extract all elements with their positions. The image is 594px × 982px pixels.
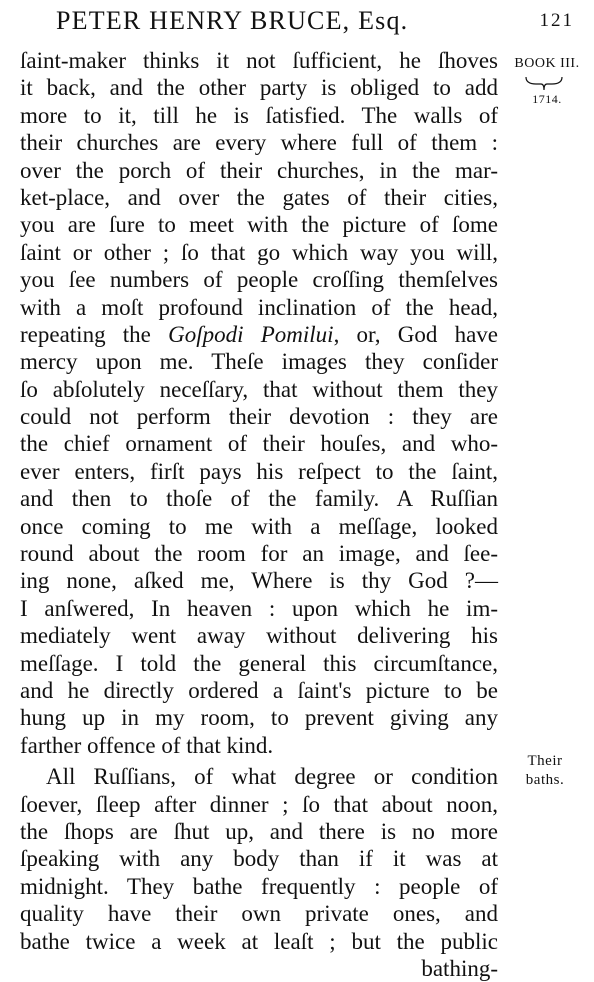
text-line: ſaint or other ; ſo that go which way you will, xyxy=(20,239,498,265)
text-line: over the porch of their churches, in the mar- xyxy=(20,157,498,183)
text-line: meſſage. I told the general this circumſtance, xyxy=(20,650,498,676)
text-line: you ſee numbers of people croſſing themſelves xyxy=(20,267,498,293)
text-line: once coming to me with a meſſage, looked xyxy=(20,513,498,539)
text-line: bathe twice a week at leaſt ; but the public xyxy=(20,928,498,954)
page-number: 121 xyxy=(539,10,574,31)
body-text xyxy=(20,47,498,982)
text-line: farther offence of that kind. xyxy=(20,732,274,758)
text-line: mercy upon me. Theſe images they conſider xyxy=(20,349,498,375)
text-line-with-italic xyxy=(20,321,498,348)
text-line: and he directly ordered a ſaint's picture to be xyxy=(20,677,498,703)
margin-year: 1714. xyxy=(532,92,562,106)
text-line: the ſhops are ſhut up, and there is no more xyxy=(20,818,498,844)
text-line: mediately went away without delivering his xyxy=(20,623,498,649)
text-line: ket-place, and over the gates of their cities, xyxy=(20,184,498,210)
text-segment: , or, God have xyxy=(333,321,498,347)
text-line: and then to thoſe of the family. A Ruſſian xyxy=(20,486,498,512)
text-line: ſoever, ſleep after dinner ; ſo that about noon, xyxy=(20,791,498,817)
text-line: ſaint-maker thinks it not ſufficient, he ſhoves xyxy=(20,48,498,73)
text-line: their churches are every where full of them : xyxy=(20,130,498,156)
text-line: could not perform their devotion : they are xyxy=(20,404,498,430)
text-line: midnight. They bathe frequently : people of xyxy=(20,873,498,899)
margin-topic-line: Their xyxy=(527,753,563,769)
text-line: ſpeaking with any body than if it was at xyxy=(20,846,498,872)
text-line: ing none, aſked me, Where is thy God ?— xyxy=(20,568,498,594)
text-line: All Ruſſians, of what degree or condition xyxy=(46,764,498,790)
text-line: ſo abſolutely neceſſary, that without them they xyxy=(20,376,498,402)
text-segment: repeating the xyxy=(20,321,169,347)
page-header xyxy=(0,0,594,50)
catchword: bathing- xyxy=(421,955,498,981)
text-line: you are ſure to meet with the picture of ſome xyxy=(20,212,498,238)
text-line: ever enters, firſt pays his reſpect to the ſaint, xyxy=(20,458,498,484)
running-head: PETER HENRY BRUCE, Esq. xyxy=(56,6,409,35)
text-line: with a moſt profound inclination of the head, xyxy=(20,294,498,320)
italic-phrase: Goſpodi Pomilui xyxy=(168,321,334,347)
margin-topic-line: baths. xyxy=(525,772,565,788)
text-line: the chief ornament of their houſes, and who- xyxy=(20,431,498,457)
margin-topic-note xyxy=(496,752,594,790)
text-line: hung up in my room, to prevent giving any xyxy=(20,705,498,731)
text-line: it back, and the other party is obliged to add xyxy=(20,75,498,101)
text-line: I anſwered, In heaven : upon which he im- xyxy=(20,595,498,621)
margin-book-label: BOOK III. xyxy=(514,56,580,71)
margin-brace xyxy=(524,75,564,91)
text-line: round about the room for an image, and ſee- xyxy=(20,541,498,567)
text-line: more to it, till he is ſatisfied. The walls of xyxy=(20,102,498,128)
text-line: quality have their own private ones, and xyxy=(20,901,498,927)
